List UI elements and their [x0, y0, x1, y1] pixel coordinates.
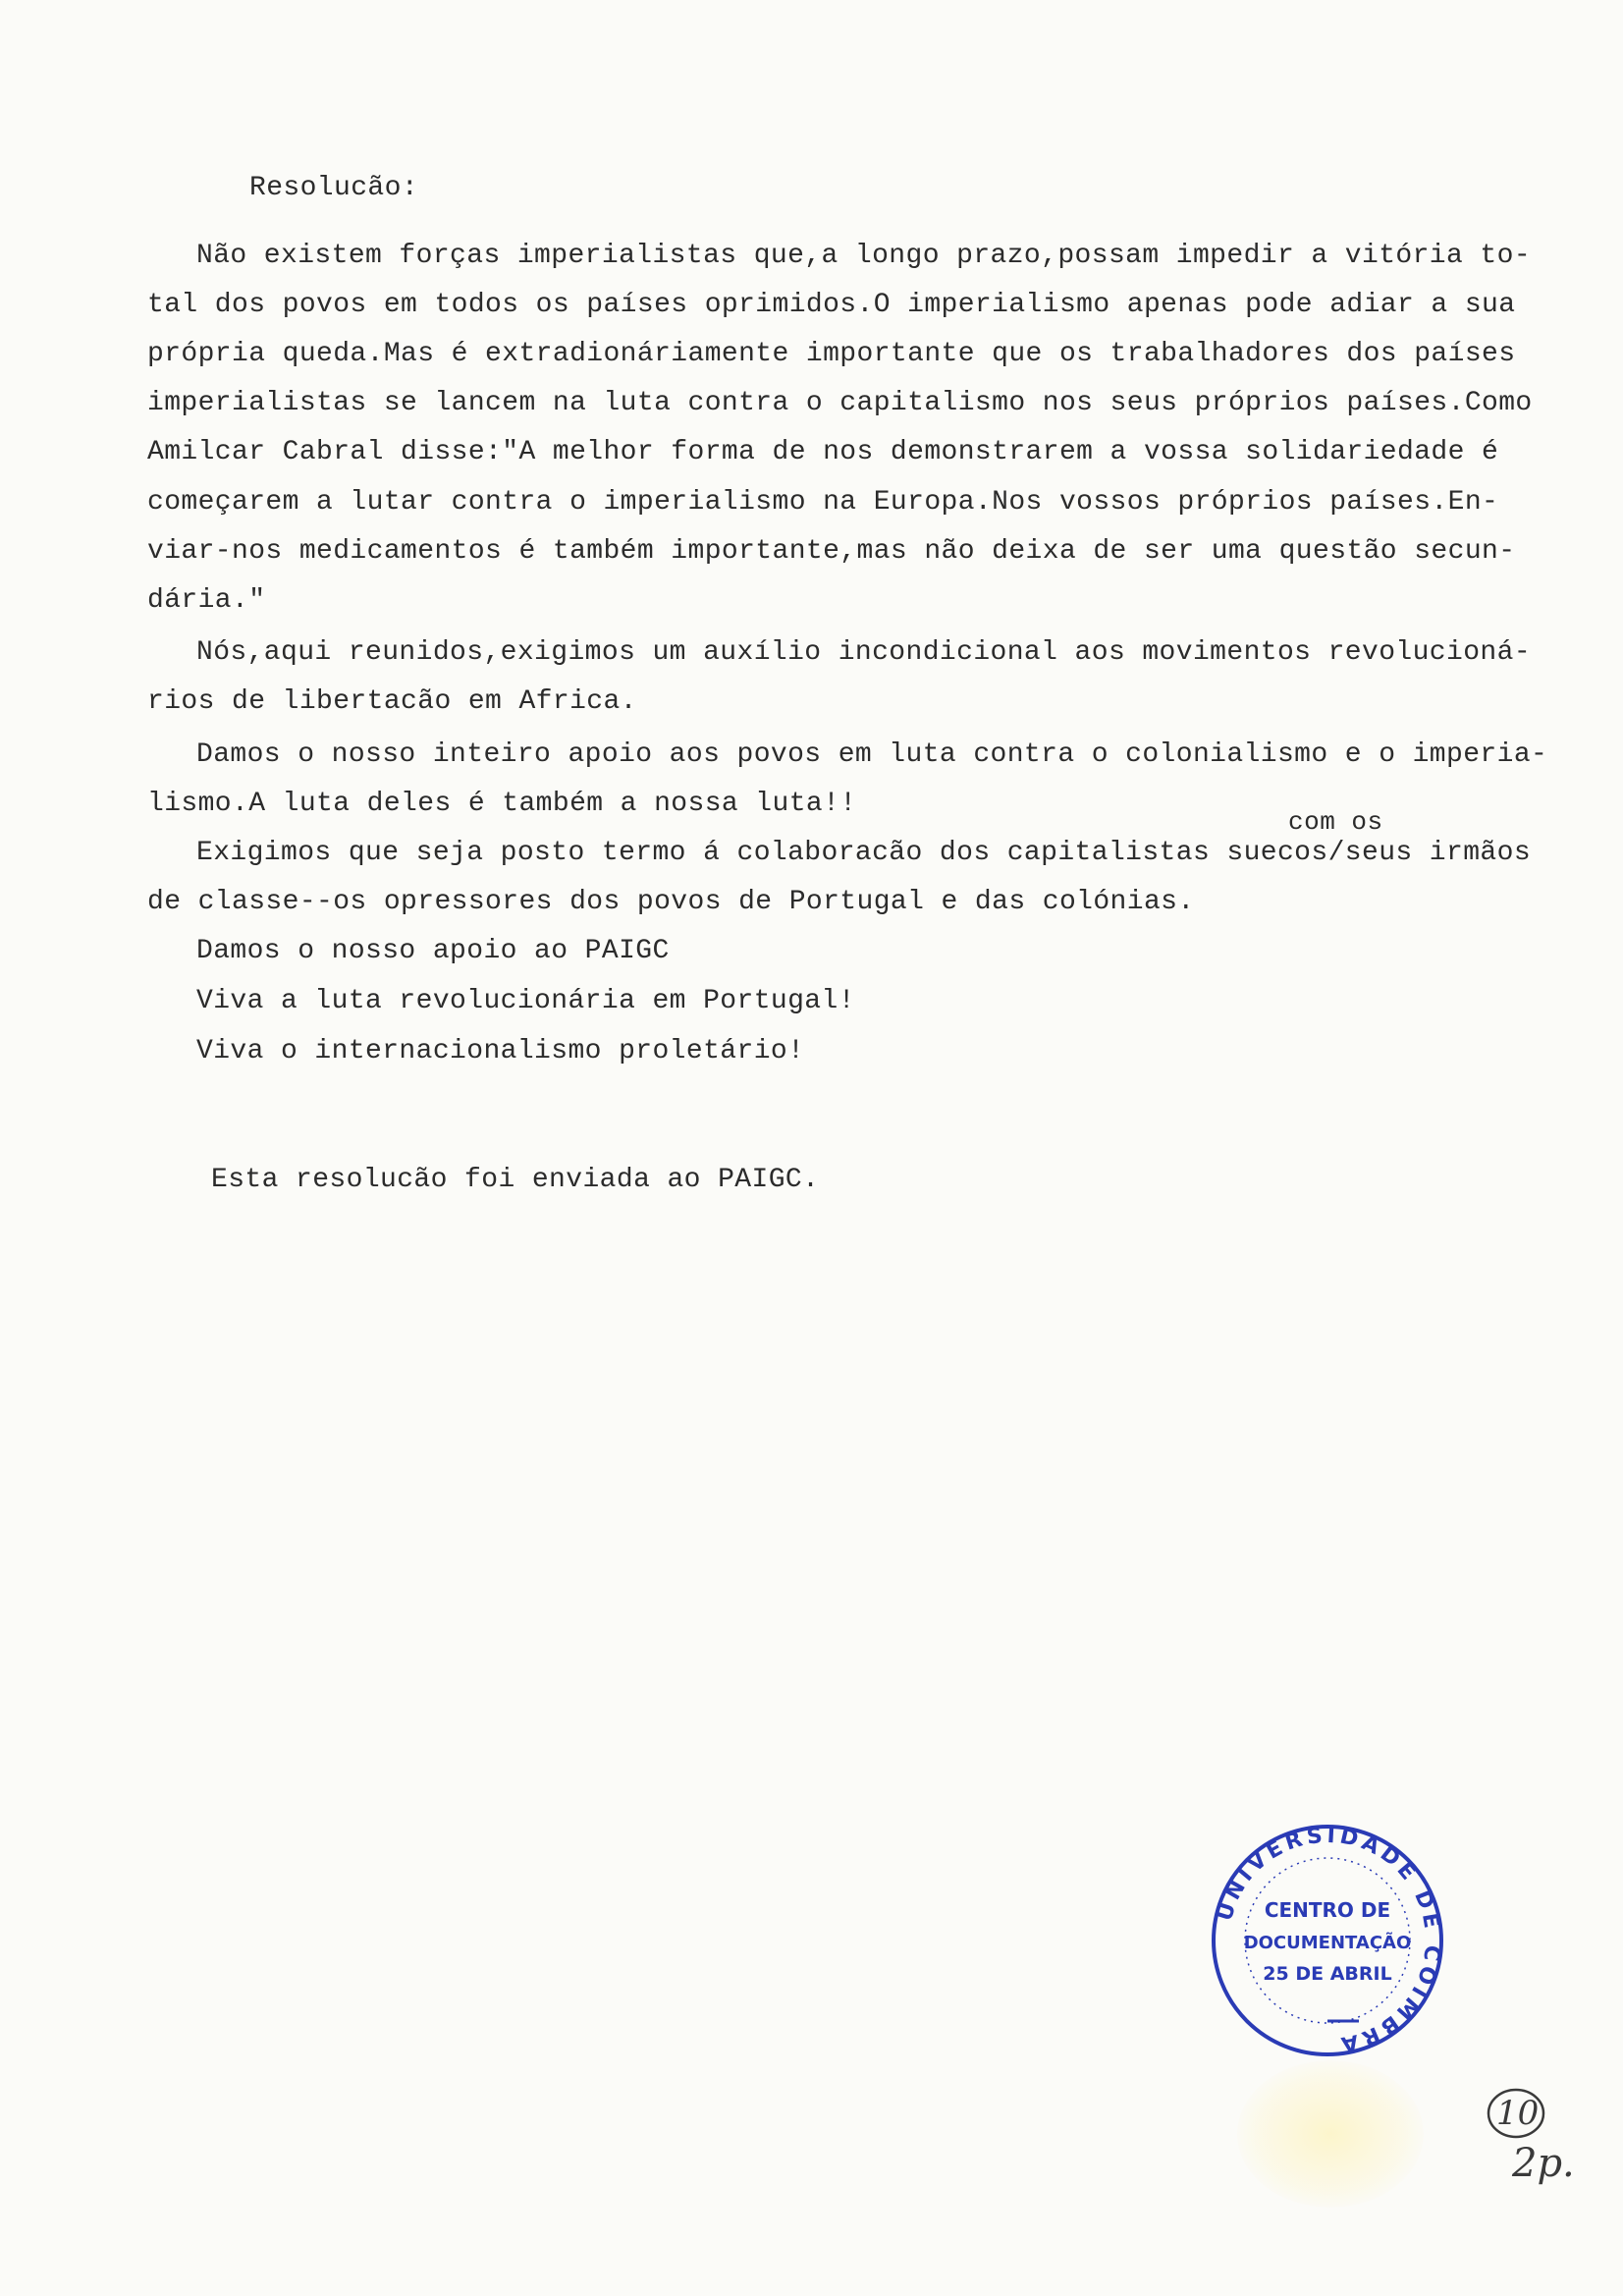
body-line: tal dos povos em todos os países oprimidos.O imperialismo apenas pode adiar a sua — [147, 290, 1516, 320]
footer-note: Esta resolucão foi enviada ao PAIGC. — [211, 1165, 820, 1195]
body-line: começarem a lutar contra o imperialismo na Europa.Nos vossos próprios países.En- — [147, 487, 1499, 518]
body-line: Nós,aqui reunidos,exigimos um auxílio incondicional aos movimentos revolucioná- — [196, 637, 1532, 668]
stamp-line: DOCUMENTAÇÃO — [1243, 1933, 1412, 1953]
body-line: Viva a luta revolucionária em Portugal! — [196, 986, 855, 1016]
folio-annotation — [1477, 2086, 1575, 2204]
body-line: Viva o internacionalismo proletário! — [196, 1036, 805, 1066]
body-line: de classe--os opressores dos povos de Portugal e das colónias. — [147, 887, 1195, 917]
folio-number: 10 — [1496, 2094, 1540, 2133]
body-line: Amilcar Cabral disse:"A melhor forma de nos demonstrarem a vossa solidariedade é — [147, 437, 1499, 467]
paper-stain — [1237, 2060, 1424, 2208]
stamp-line: 25 DE ABRIL — [1263, 1963, 1392, 1985]
body-line: Damos o nosso inteiro apoio aos povos em luta contra o colonialismo e o imperia- — [196, 739, 1548, 770]
archive-stamp — [1206, 1819, 1449, 2062]
body-line: Não existem forças imperialistas que,a longo prazo,possam impedir a vitória to- — [196, 241, 1532, 271]
body-line: Exigimos que seja posto termo á colaboracão dos capitalistas suecos/seus irmãos — [196, 838, 1532, 868]
body-line: própria queda.Mas é extradionáriamente importante que os trabalhadores dos países — [147, 339, 1516, 369]
body-line: viar-nos medicamentos é também importante,mas não deixa de ser uma questão secun- — [147, 536, 1516, 567]
body-line: Damos o nosso apoio ao PAIGC — [196, 936, 670, 966]
body-line: lismo.A luta deles é também a nossa luta!! — [147, 789, 857, 819]
stamp-ring-text: UNIVERSIDADE DE COIMBRA — [1213, 1823, 1445, 2057]
body-line: rios de libertacão em Africa. — [147, 686, 637, 717]
handwritten-insertion: com os — [1288, 807, 1383, 837]
body-line: dária." — [147, 585, 266, 616]
stamp-line: CENTRO DE — [1264, 1898, 1391, 1922]
document-heading: Resolucão: — [249, 173, 419, 203]
folio-page-count: 2p. — [1512, 2141, 1575, 2186]
body-line: imperialistas se lancem na luta contra o capitalismo nos seus próprios países.Como — [147, 388, 1533, 418]
